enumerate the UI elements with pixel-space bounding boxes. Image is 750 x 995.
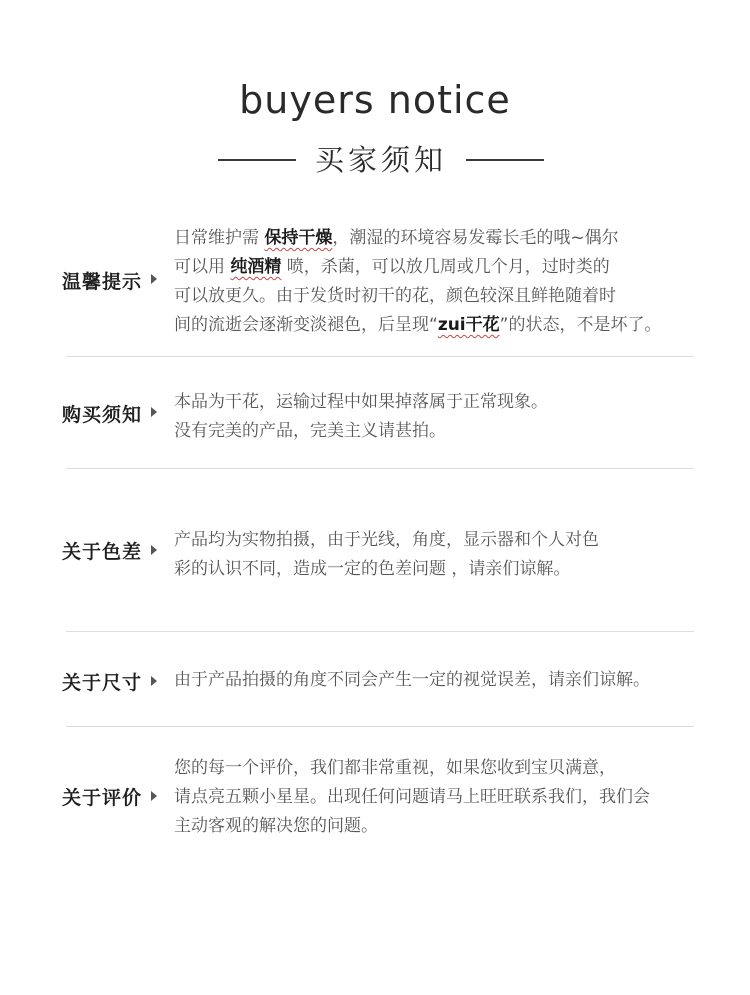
section-label: 关于评价 (62, 787, 143, 809)
section-body (174, 224, 661, 340)
chevron-right-icon (151, 676, 157, 686)
section-divider (66, 726, 694, 727)
section-body (174, 754, 650, 841)
highlight-pure-alcohol: 纯酒精 (230, 257, 282, 277)
chevron-right-icon (151, 274, 157, 284)
chevron-right-icon (151, 791, 157, 801)
section-label: 温馨提示 (62, 271, 143, 293)
body-line: 可以放更久。由于发货时初干的花，颜色较深且鲜艳随着时 (174, 286, 616, 306)
highlight-keep-dry: 保持干燥 (264, 228, 333, 248)
highlight-dried-flower: zui干花 (437, 315, 500, 335)
section-label: 购买须知 (62, 404, 143, 426)
body-line: 间的流逝会逐渐变淡褪色，后呈现“zui干花”的状态，不是坏了。 (174, 315, 662, 335)
title-chinese-row (0, 138, 750, 182)
section-divider (66, 631, 694, 632)
section-divider (66, 356, 694, 357)
title-english: buyers notice (239, 78, 511, 122)
title-decor-line-right (466, 159, 544, 161)
section-color-difference (0, 524, 750, 604)
chevron-right-icon (151, 407, 157, 417)
title-decor-line-left (218, 159, 296, 161)
body-line: 彩的认识不同，造成一定的色差问题 ，请亲们谅解。 (174, 559, 571, 579)
body-line: 本品为干花，运输过程中如果掉落属于正常现象。 (174, 392, 548, 412)
section-label: 关于色差 (62, 541, 143, 563)
section-body (174, 666, 650, 695)
body-line: 主动客观的解决您的问题。 (174, 816, 378, 836)
title-chinese: 买家须知 (314, 143, 447, 177)
section-size (0, 666, 750, 706)
section-warm-tips (0, 222, 750, 362)
body-line: 请点亮五颗小星星。出现任何问题请马上旺旺联系我们，我们会 (174, 787, 650, 807)
body-line: 产品均为实物拍摄，由于光线，角度，显示器和个人对色 (174, 530, 599, 550)
section-reviews (0, 754, 750, 854)
section-purchase-notice (0, 386, 750, 466)
section-body (174, 526, 599, 584)
body-line: 日常维护需 保持干燥，潮湿的环境容易发霉长毛的哦~偶尔 (174, 228, 619, 248)
body-line: 您的每一个评价，我们都非常重视，如果您收到宝贝满意， (174, 758, 616, 778)
section-body (174, 388, 548, 446)
body-line: 可以用 纯酒精 喷，杀菌，可以放几周或几个月，过时类的 (174, 257, 610, 277)
section-label: 关于尺寸 (62, 672, 143, 694)
section-divider (66, 468, 694, 469)
chevron-right-icon (151, 545, 157, 555)
body-line: 没有完美的产品，完美主义请甚拍。 (174, 421, 446, 441)
body-line: 由于产品拍摄的角度不同会产生一定的视觉误差，请亲们谅解。 (174, 670, 650, 690)
